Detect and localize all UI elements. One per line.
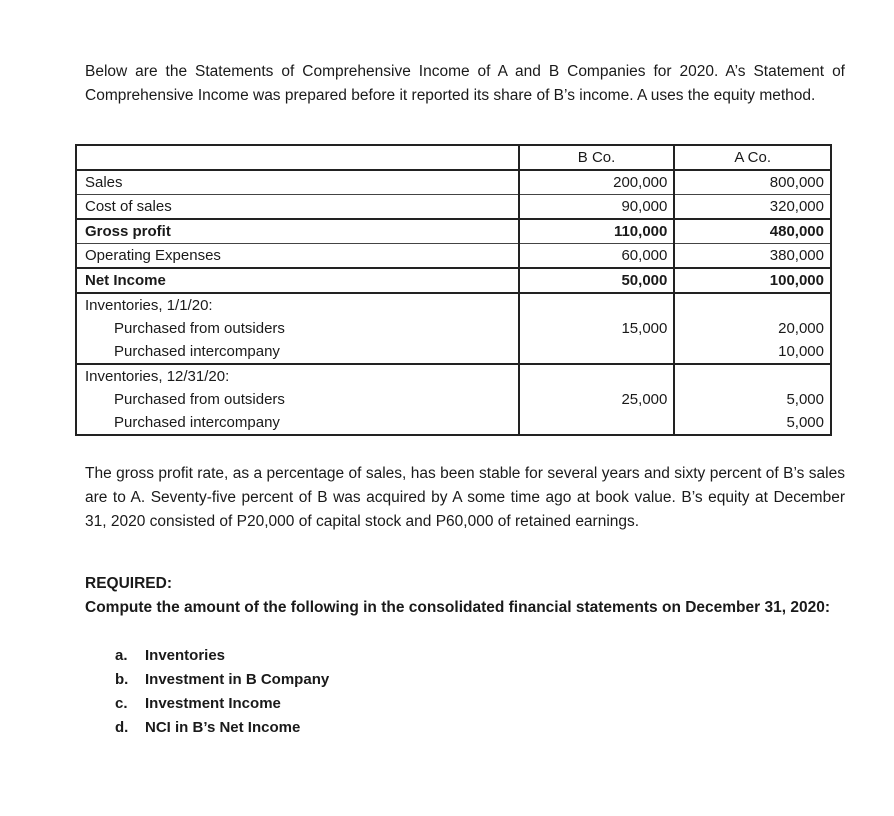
a-value: 20,000	[674, 317, 831, 340]
header-a-co: A Co.	[674, 145, 831, 170]
required-section	[85, 572, 845, 620]
b-value-empty	[519, 340, 675, 364]
list-item	[115, 644, 329, 668]
required-heading: REQUIRED:	[85, 575, 172, 592]
row-label: Net Income	[76, 268, 519, 293]
b-value-empty	[519, 411, 675, 435]
a-value: 100,000	[674, 268, 831, 293]
item-text: Investment Income	[145, 695, 281, 712]
table-row	[76, 170, 831, 195]
a-value: 480,000	[674, 219, 831, 244]
b-value: 90,000	[519, 195, 675, 220]
b-value: 25,000	[519, 388, 675, 411]
header-empty	[76, 145, 519, 170]
a-value: 5,000	[674, 388, 831, 411]
a-value: 320,000	[674, 195, 831, 220]
a-value: 380,000	[674, 244, 831, 269]
row-label: Purchased intercompany	[76, 340, 519, 364]
header-b-co: B Co.	[519, 145, 675, 170]
table-row	[76, 195, 831, 220]
row-label: Gross profit	[76, 219, 519, 244]
table-header-row	[76, 145, 831, 170]
required-question: Compute the amount of the following in the consolidated financial statements on December 31, 2020:	[85, 599, 830, 616]
a-value-empty	[674, 364, 831, 388]
a-value-empty	[674, 293, 831, 317]
item-marker: a.	[115, 647, 128, 664]
table-row	[76, 388, 831, 411]
row-label: Inventories, 12/31/20:	[76, 364, 519, 388]
table-row	[76, 364, 831, 388]
b-value: 110,000	[519, 219, 675, 244]
item-text: NCI in B’s Net Income	[145, 719, 301, 736]
table-row	[76, 411, 831, 435]
row-label: Purchased from outsiders	[76, 388, 519, 411]
list-item	[115, 692, 329, 716]
required-items-list	[115, 644, 329, 740]
b-value-empty	[519, 364, 675, 388]
intro-paragraph: Below are the Statements of Comprehensive Income of A and B Companies for 2020. A’s Statement of Comprehensive Income was prepared before it reported its share of B’s income. A uses the equity method.	[85, 63, 845, 104]
income-statement-table	[75, 144, 832, 436]
item-text: Inventories	[145, 647, 226, 664]
row-label: Purchased intercompany	[76, 411, 519, 435]
item-marker: d.	[115, 719, 129, 736]
b-value: 15,000	[519, 317, 675, 340]
b-value: 50,000	[519, 268, 675, 293]
table-row	[76, 340, 831, 364]
notes-paragraph: The gross profit rate, as a percentage of sales, has been stable for several years and sixty percent of B’s sales are to A. Seventy-five percent of B was acquired by A some time ago at book value. B’s equity at December 31, 2020 consisted of P20,000 of capital stock and P60,000 of retained earnings.	[85, 465, 845, 530]
row-label: Purchased from outsiders	[76, 317, 519, 340]
table-row	[76, 219, 831, 244]
table-row	[76, 268, 831, 293]
row-label: Inventories, 1/1/20:	[76, 293, 519, 317]
table-row	[76, 244, 831, 269]
table-row	[76, 293, 831, 317]
row-label: Cost of sales	[76, 195, 519, 220]
b-value: 200,000	[519, 170, 675, 195]
item-text: Investment in B Company	[145, 671, 330, 688]
list-item	[115, 668, 329, 692]
item-marker: c.	[115, 695, 128, 712]
row-label: Operating Expenses	[76, 244, 519, 269]
b-value-empty	[519, 293, 675, 317]
a-value: 5,000	[674, 411, 831, 435]
a-value: 10,000	[674, 340, 831, 364]
item-marker: b.	[115, 671, 129, 688]
list-item	[115, 716, 329, 740]
table-row	[76, 317, 831, 340]
row-label: Sales	[76, 170, 519, 195]
a-value: 800,000	[674, 170, 831, 195]
b-value: 60,000	[519, 244, 675, 269]
